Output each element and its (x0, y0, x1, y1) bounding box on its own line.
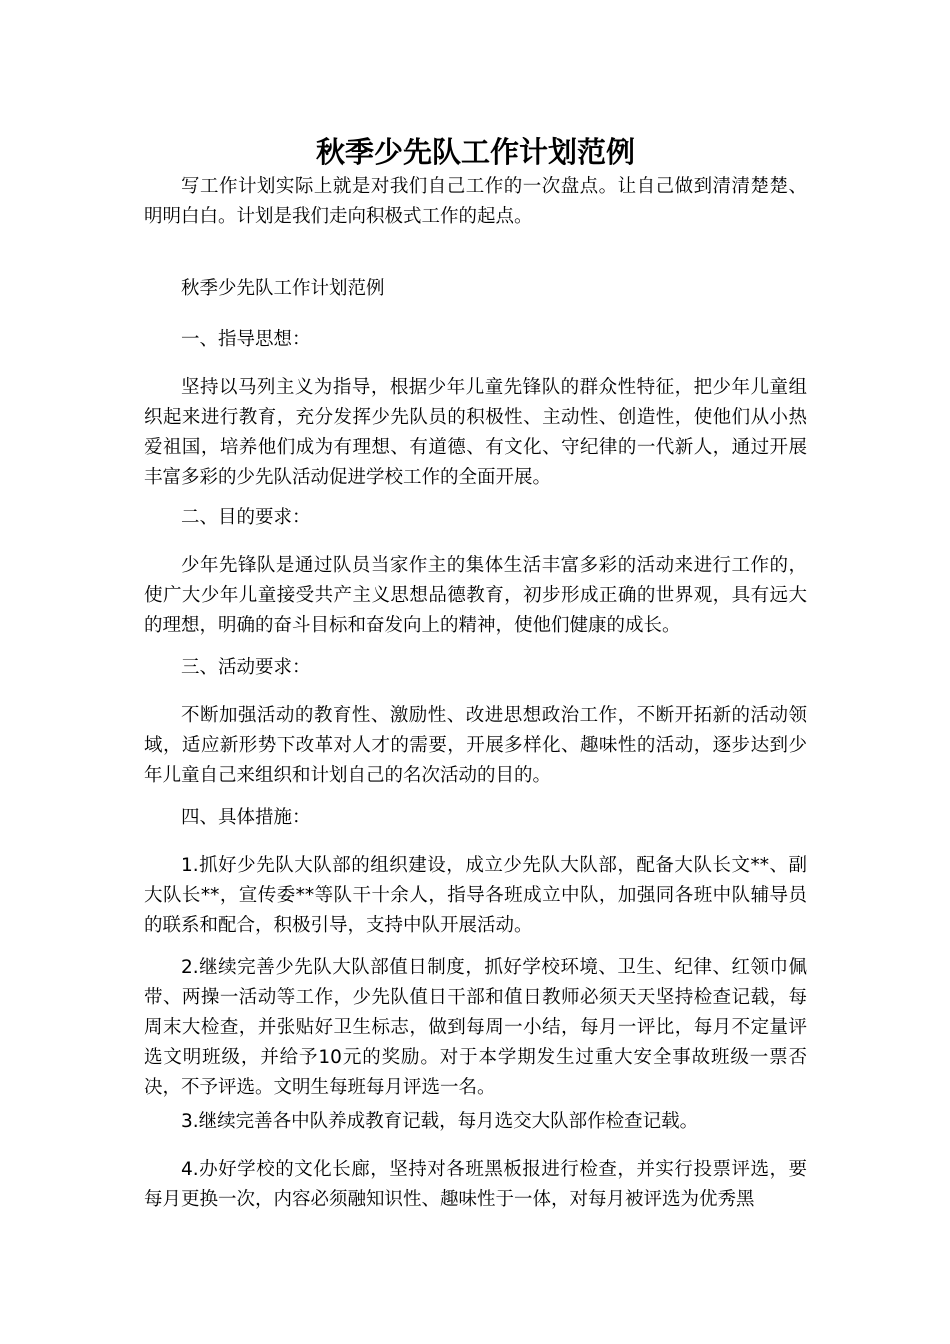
measure-item-1: 1.抓好少先队大队部的组织建设，成立少先队大队部，配备大队长文**、副大队长**，宣传委**等队干十余人，指导各班成立中队，加强同各班中队辅导员的联系和配合，积极引导，支持中队开展活动。 (144, 855, 807, 936)
measure-item-4: 4.办好学校的文化长廊，坚持对各班黑板报进行检查，并实行投票评选，要每月更换一次，内容必须融知识性、趣味性于一体，对每月被评选为优秀黑 (144, 1159, 807, 1210)
measure-item-2: 2.继续完善少先队大队部值日制度，抓好学校环境、卫生、纪律、红领巾佩带、两操一活动等工作，少先队值日干部和值日教师必须天天坚持检查记载，每周末大检查，并张贴好卫生标志，做到每周一小结，每月一评比，每月不定量评选文明班级，并给予10元的奖励。对于本学期发生过重大安全事故班级一票否决，不予评选。文明生每班每月评选一名。 (144, 957, 807, 1098)
section-heading-measures: 四、具体措施： (181, 807, 311, 828)
measure-item-3: 3.继续完善各中队养成教育记载，每月选交大队部作检查记载。 (181, 1111, 699, 1132)
document-title: 秋季少先队工作计划范例 (315, 135, 635, 169)
section-heading-requirements: 二、目的要求： (181, 507, 311, 528)
section-heading-activity-requirements: 三、活动要求： (181, 657, 311, 678)
section-body-activity-requirements: 不断加强活动的教育性、激励性、改进思想政治工作，不断开拓新的活动领域，适应新形势下改革对人才的需要，开展多样化、趣味性的活动，逐步达到少年儿童自己来组织和计划自己的名次活动的目的。 (144, 705, 807, 786)
document-subtitle: 秋季少先队工作计划范例 (181, 278, 385, 299)
section-body-guiding-thought: 坚持以马列主义为指导，根据少年儿童先锋队的群众性特征，把少年儿童组织起来进行教育，充分发挥少先队员的积极性、主动性、创造性，使他们从小热爱祖国，培养他们成为有理想、有道德、有文化、守纪律的一代新人，通过开展丰富多彩的少先队活动促进学校工作的全面开展。 (144, 377, 807, 488)
section-heading-guiding-thought: 一、指导思想： (181, 329, 311, 350)
intro-paragraph: 写工作计划实际上就是对我们自己工作的一次盘点。让自己做到清清楚楚、明明白白。计划是我们走向积极式工作的起点。 (144, 176, 807, 227)
section-body-requirements: 少年先锋队是通过队员当家作主的集体生活丰富多彩的活动来进行工作的，使广大少年儿童接受共产主义思想品德教育，初步形成正确的世界观，具有远大的理想，明确的奋斗目标和奋发向上的精神，使他们健康的成长。 (144, 555, 807, 636)
